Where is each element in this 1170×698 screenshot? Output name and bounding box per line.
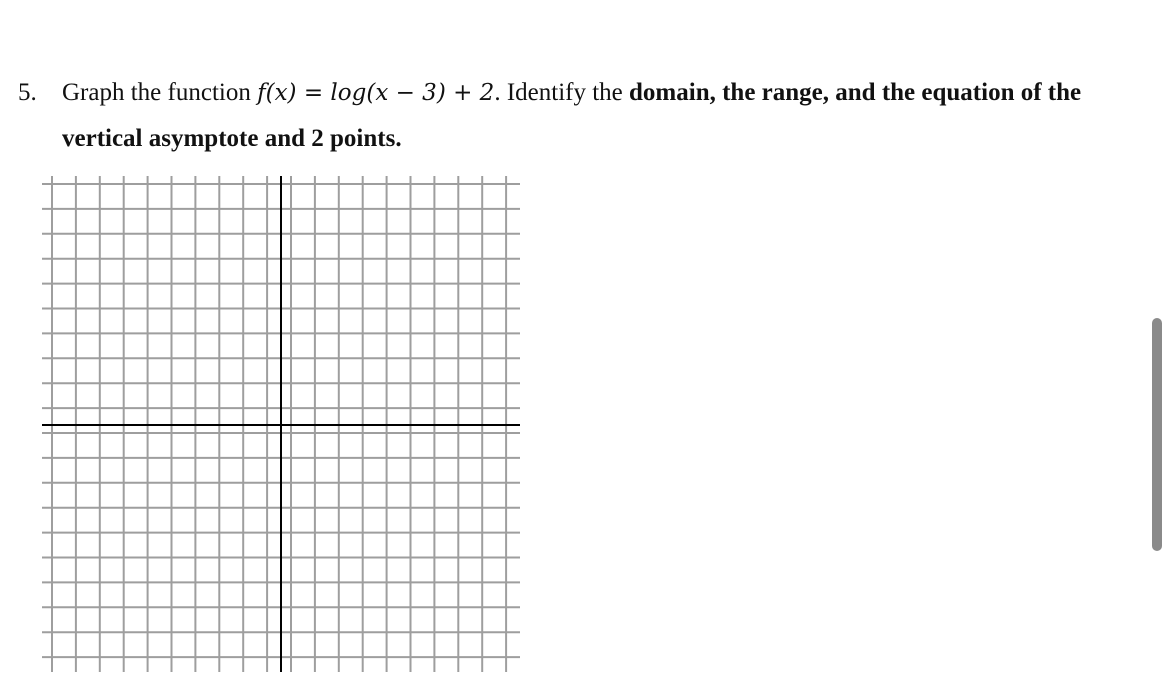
problem-statement — [62, 70, 1128, 162]
instruction-text-2: . Identify the — [494, 79, 630, 106]
problem-number: 5. — [18, 79, 37, 106]
instruction-text: Graph the function — [62, 79, 258, 106]
bold-requirements: domain, the range, and the equation of the vertical asymptote and 2 points. — [62, 79, 1082, 152]
problem-5 — [18, 70, 1128, 162]
scrollbar-thumb[interactable] — [1152, 318, 1162, 551]
function-formula: f(x) = log(x − 3) + 2 — [257, 80, 495, 106]
coordinate-grid — [42, 176, 520, 672]
